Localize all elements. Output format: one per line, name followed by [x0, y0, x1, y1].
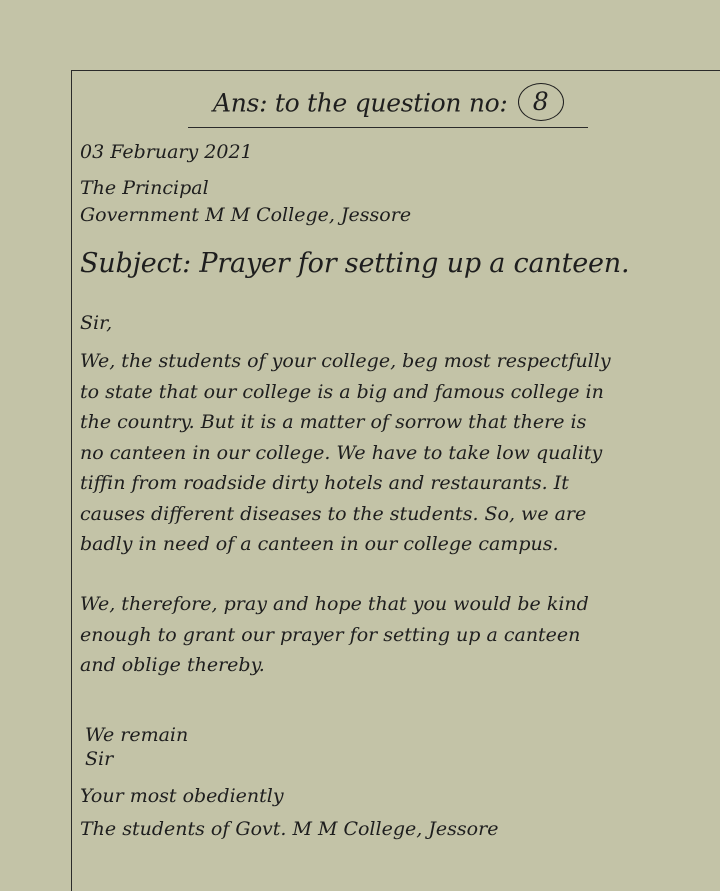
recipient-institution: Government M M College, Jessore — [80, 204, 412, 226]
letter-date: 03 February 2021 — [80, 141, 253, 163]
paragraph-line: to state that our college is a big and famous college in — [80, 380, 604, 403]
question-number-circle: 8 — [518, 83, 564, 121]
paragraph-line: We, therefore, pray and hope that you would be kind — [80, 593, 589, 615]
body-paragraph-2 — [80, 589, 589, 681]
letter-subject: Subject: Prayer for setting up a canteen. — [80, 248, 630, 279]
paragraph-line: causes different diseases to the students. So, we are — [80, 502, 587, 525]
answer-heading — [213, 86, 564, 124]
paragraph-line: badly in need of a canteen in our college campus. — [80, 533, 559, 555]
paragraph-line: no canteen in our college. We have to take low quality — [80, 441, 603, 464]
signature: The students of Govt. M M College, Jessore — [80, 818, 499, 840]
body-paragraph-1 — [80, 346, 611, 560]
paragraph-line: tiffin from roadside dirty hotels and restaurants. It — [80, 472, 569, 494]
heading-underline — [188, 127, 588, 128]
recipient-title: The Principal — [80, 177, 209, 199]
paragraph-line: and oblige thereby. — [80, 654, 265, 676]
closing-we-remain: We remain — [85, 724, 189, 746]
paragraph-line: the country. But it is a matter of sorrow that there is — [80, 411, 587, 433]
paragraph-line: enough to grant our prayer for setting up a canteen — [80, 623, 581, 646]
heading-label: Ans: to the question no: — [213, 88, 508, 118]
salutation: Sir, — [80, 312, 113, 334]
paragraph-line: We, the students of your college, beg most respectfully — [80, 350, 611, 372]
closing-sir: Sir — [85, 748, 114, 770]
closing-obediently: Your most obediently — [80, 785, 284, 807]
